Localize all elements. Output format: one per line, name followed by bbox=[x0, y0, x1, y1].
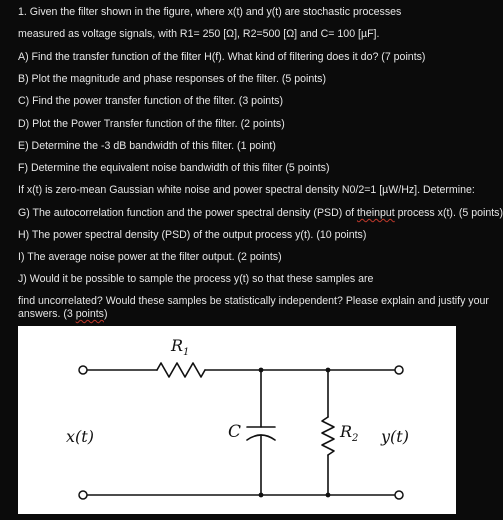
problem-line-intro: 1. Given the filter shown in the figure, where x(t) and y(t) are stochastic processes bbox=[18, 6, 402, 18]
question-f: F) Determine the equivalent noise bandwidth of this filter (5 points) bbox=[18, 162, 330, 174]
spellcheck-word-points: points bbox=[75, 308, 104, 320]
question-a: A) Find the transfer function of the filter H(f). What kind of filtering does it do? (7 points) bbox=[18, 51, 426, 63]
question-j-continued: find uncorrelated? Would these samples be statistically independent? Please explain and justify your bbox=[18, 295, 489, 307]
question-j-end-part2: ) bbox=[103, 308, 108, 320]
question-i: I) The average noise power at the filter output. (2 points) bbox=[18, 251, 282, 263]
question-j-end-part1: answers. (3 bbox=[18, 308, 76, 320]
r1-label-letter: R bbox=[171, 336, 184, 355]
question-e: E) Determine the -3 dB bandwidth of this filter. (1 point) bbox=[18, 140, 276, 152]
resistor-r1 bbox=[157, 363, 205, 377]
question-j-end bbox=[18, 308, 108, 321]
output-signal-label: y(t) bbox=[381, 427, 409, 446]
question-g bbox=[18, 207, 503, 220]
problem-line-noise: If x(t) is zero-mean Gaussian white noise and power spectral density N0/2=1 [µW/Hz]. Determine: bbox=[18, 184, 475, 196]
input-terminal-bottom bbox=[79, 491, 87, 499]
spellcheck-word-theinput: theinput bbox=[356, 207, 395, 219]
question-b: B) Plot the magnitude and phase responses of the filter. (5 points) bbox=[18, 73, 326, 85]
problem-line-values: measured as voltage signals, with R1= 250 [Ω], R2=500 [Ω] and C= 100 [µF]. bbox=[18, 28, 380, 40]
r2-label bbox=[340, 422, 358, 444]
output-terminal-bottom bbox=[395, 491, 403, 499]
input-terminal-top bbox=[79, 366, 87, 374]
question-g-part1: G) The autocorrelation function and the power spectral density (PSD) of bbox=[18, 207, 357, 219]
r1-label bbox=[171, 336, 189, 358]
r1-label-subscript: 1 bbox=[183, 347, 190, 359]
question-c: C) Find the power transfer function of the filter. (3 points) bbox=[18, 95, 283, 107]
junction-top-r2 bbox=[326, 368, 331, 373]
question-d: D) Plot the Power Transfer function of the filter. (2 points) bbox=[18, 118, 285, 130]
r2-label-subscript: 2 bbox=[352, 433, 359, 445]
question-j: J) Would it be possible to sample the process y(t) so that these samples are bbox=[18, 273, 374, 285]
input-signal-label: x(t) bbox=[66, 427, 94, 446]
resistor-r2 bbox=[322, 417, 334, 455]
junction-top-capacitor bbox=[259, 368, 264, 373]
junction-bottom-capacitor bbox=[259, 493, 264, 498]
circuit-diagram bbox=[18, 326, 456, 514]
question-g-part2: process x(t). (5 points) bbox=[394, 207, 503, 219]
r2-label-letter: R bbox=[340, 422, 353, 441]
capacitor-label: C bbox=[228, 422, 242, 442]
junction-bottom-r2 bbox=[326, 493, 331, 498]
question-h: H) The power spectral density (PSD) of the output process y(t). (10 points) bbox=[18, 229, 367, 241]
circuit-figure bbox=[18, 326, 456, 514]
output-terminal-top bbox=[395, 366, 403, 374]
